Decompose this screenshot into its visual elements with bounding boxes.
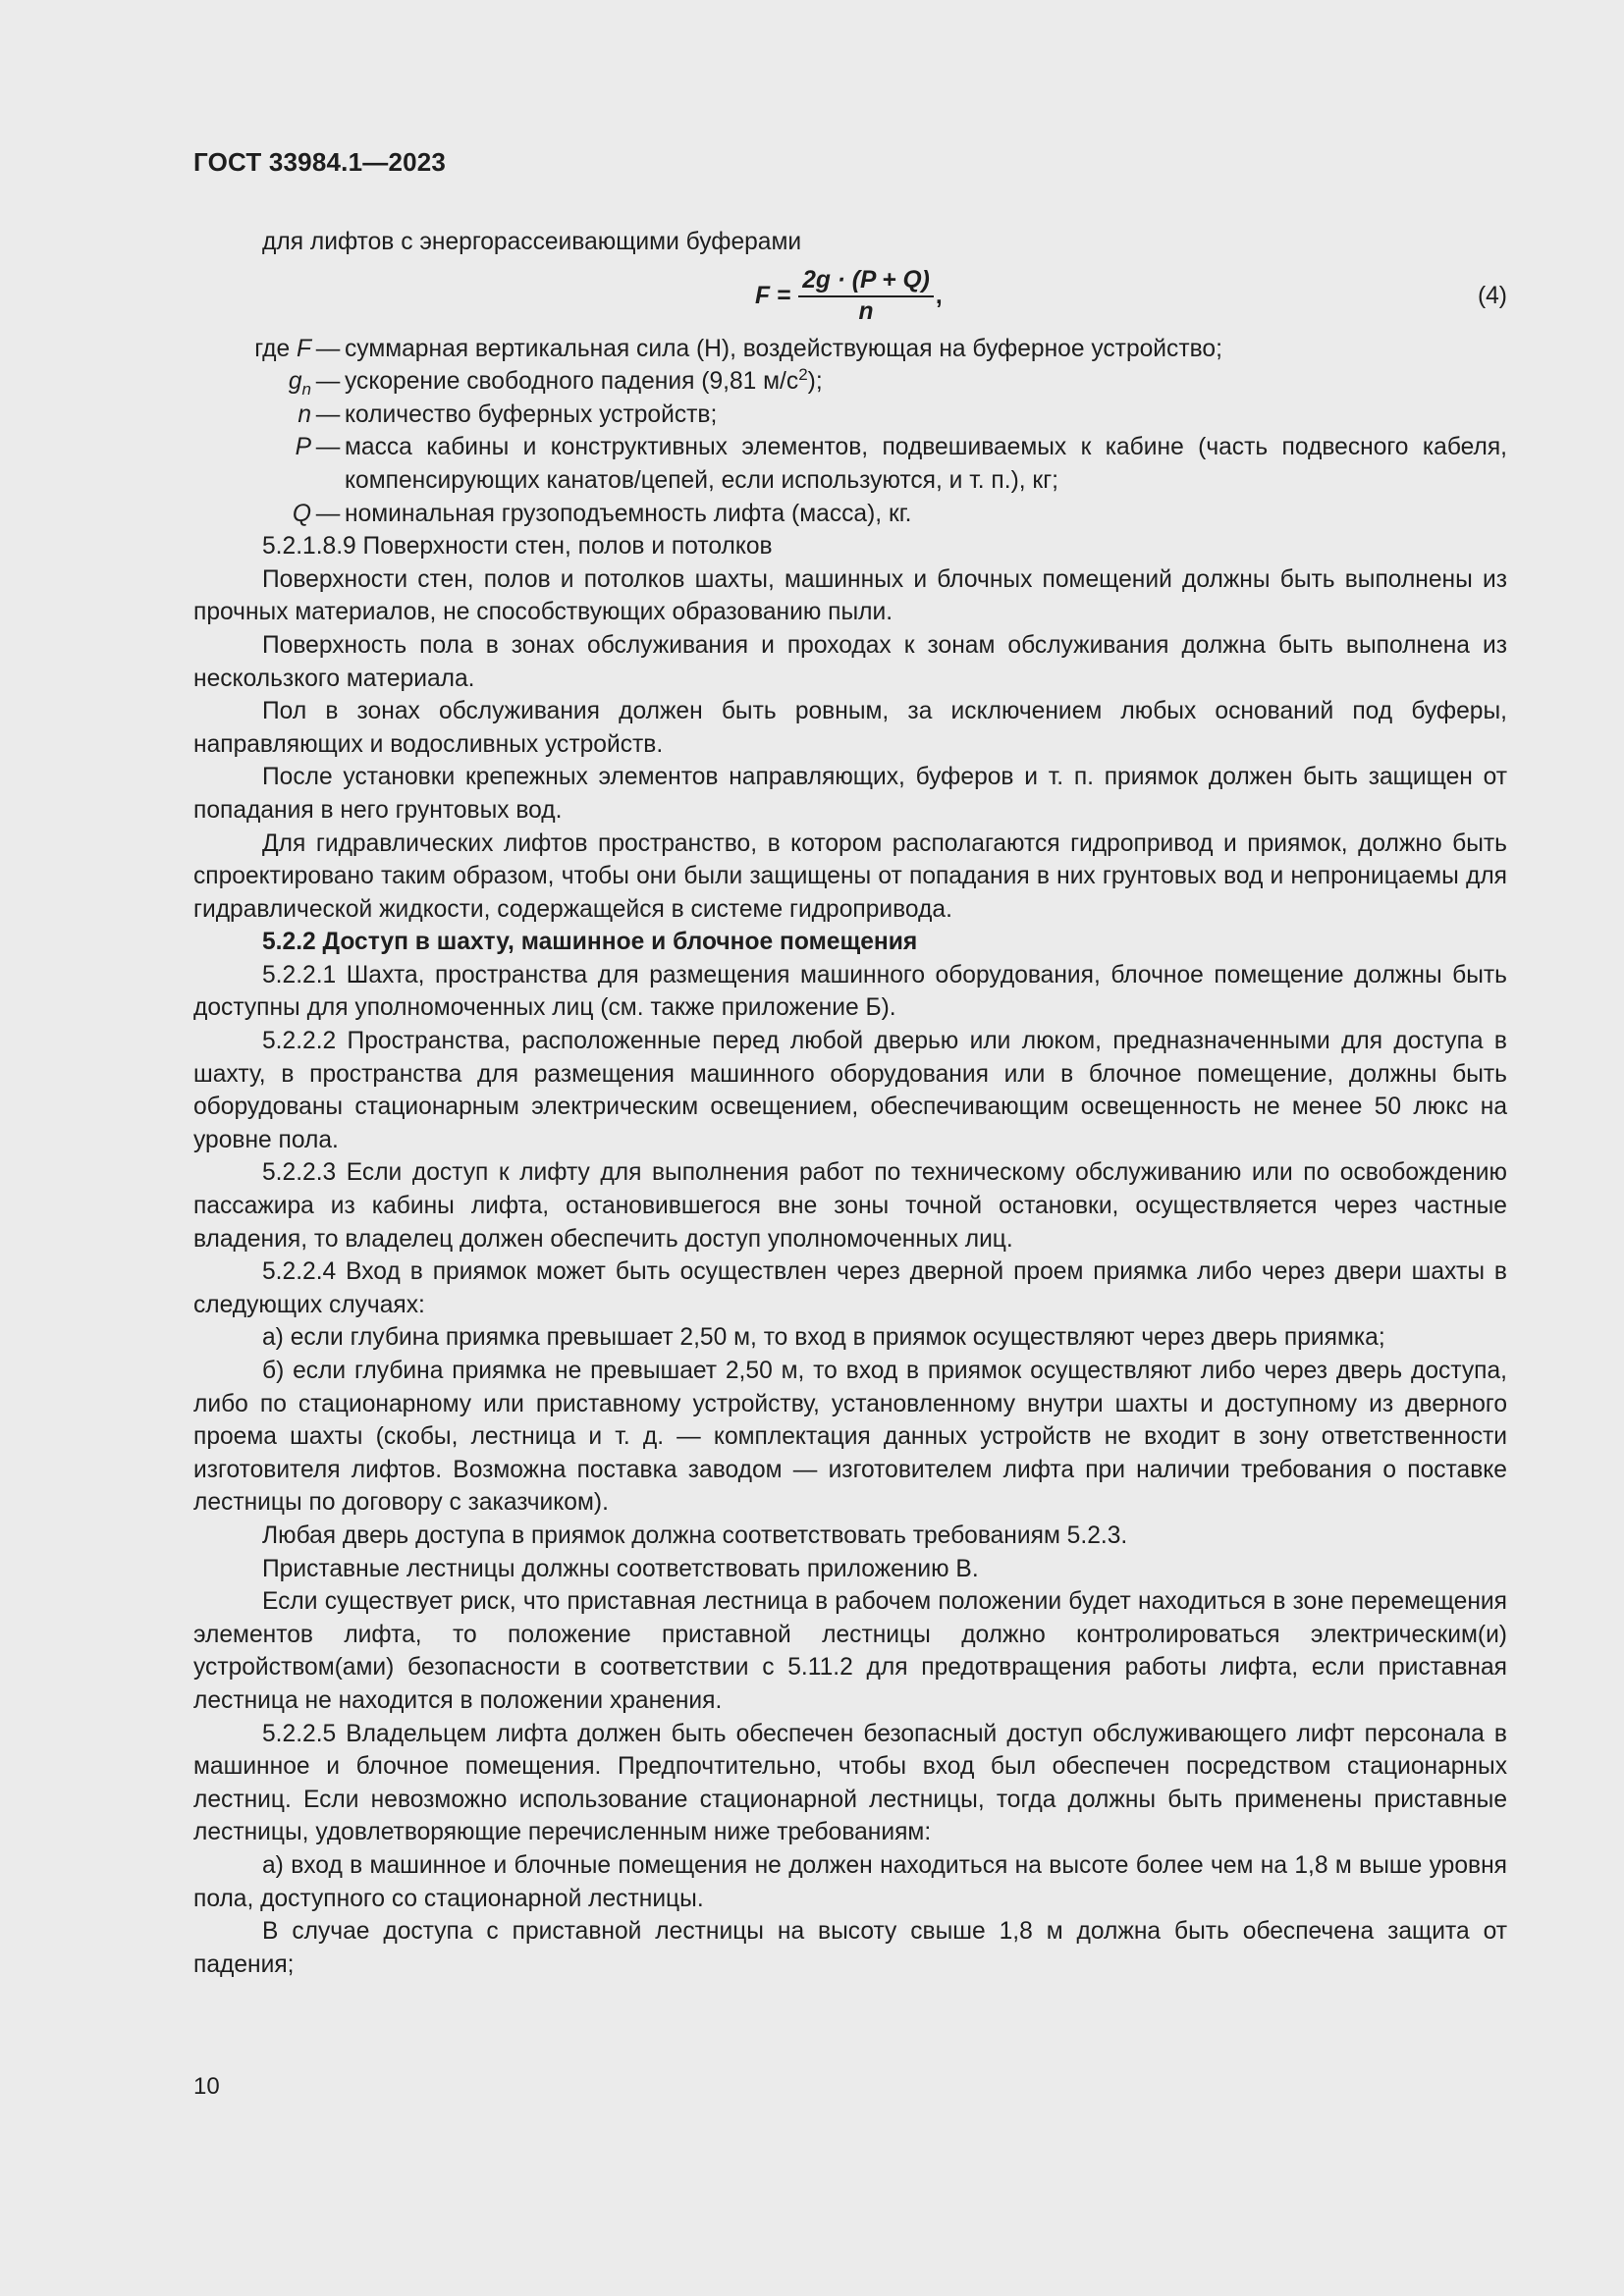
definition-row xyxy=(193,365,1507,399)
page-number: 10 xyxy=(193,2073,220,2100)
formula-comma: , xyxy=(935,282,943,309)
document-header: ГОСТ 33984.1—2023 xyxy=(193,147,447,177)
definition-symbol: n xyxy=(298,400,311,428)
definition-symbol: Q xyxy=(292,500,311,527)
paragraph: Поверхность пола в зонах обслуживания и проходах к зонам обслуживания должна быть выполнена из нескользкого материала. xyxy=(193,631,1507,692)
definition-subscript: n xyxy=(301,380,311,400)
definition-text: ускорение свободного падения (9,81 м/с xyxy=(345,368,799,396)
formula-4 xyxy=(193,260,1507,333)
paragraph: Приставные лестницы должны соответствовать приложению В. xyxy=(262,1555,979,1582)
paragraph: 5.2.2.5 Владельцем лифта должен быть обеспечен безопасный доступ обслуживающего лифт персонала в машинное и блочное помещения. Предпочтительно, чтобы вход был обеспечен посредством стационарных лестниц. Если невозможно использование стационарной лестницы, тогда должны быть применены приставные лестницы, удовлетворяющие перечисленным ниже требованиям: xyxy=(193,1720,1507,1846)
list-item: б) если глубина приямка не превышает 2,50 м, то вход в приямок осуществляют либо через дверь доступа, либо по стационарному или приставному устройству, установленному внутри шахты и доступному из дверного проема шахты (скобы, лестница и т. д. — комплектация данных устройств не входит в зону ответственности изготовителя лифтов. Возможна поставка заводом — изготовителем лифта при наличии требования о поставке лестницы по договору с заказчиком). xyxy=(193,1358,1507,1517)
definition-dash: — xyxy=(315,368,341,396)
definition-row xyxy=(193,333,1507,366)
list-item: а) если глубина приямка превышает 2,50 м, то вход в приямок осуществляют через дверь приямка; xyxy=(262,1324,1385,1352)
definition-dash: — xyxy=(315,500,341,527)
definition-symbol: g xyxy=(288,368,302,396)
definition-text: номинальная грузоподъемность лифта (масса), кг. xyxy=(345,500,912,527)
paragraph: Для гидравлических лифтов пространство, в котором располагаются гидропривод и приямок, должно быть спроектировано таким образом, чтобы они были защищены от попадания в них грунтовых вод и непроницаемы для гидравлической жидкости, содержащейся в системе гидропривода. xyxy=(193,829,1507,923)
definition-symbol: P xyxy=(295,434,311,461)
formula-expression xyxy=(755,266,943,327)
paragraph: 5.2.2.4 Вход в приямок может быть осуществлен через дверной проем приямка либо через двери шахты в следующих случаях: xyxy=(193,1258,1507,1318)
definition-dash: — xyxy=(315,335,341,362)
paragraph: 5.2.2.2 Пространства, расположенные перед любой дверью или люком, предназначенными для доступа в шахту, в пространства для размещения машинного оборудования или в блочное помещение, должны быть оборудованы стационарным электрическим освещением, обеспечивающим освещенность не менее 50 люкс на уровне пола. xyxy=(193,1028,1507,1153)
paragraph: 5.2.2.1 Шахта, пространства для размещения машинного оборудования, блочное помещение должны быть доступны для уполномоченных лиц (см. также приложение Б). xyxy=(193,961,1507,1022)
definition-prefix: где xyxy=(254,335,297,362)
paragraph: 5.2.2.3 Если доступ к лифту для выполнения работ по техническому обслуживанию или по освобождению пассажира из кабины лифта, остановившегося вне зоны точной остановки, осуществляется через частные владения, то владелец должен обеспечить доступ уполномоченных лиц. xyxy=(193,1159,1507,1253)
paragraph: Поверхности стен, полов и потолков шахты, машинных и блочных помещений должны быть выполнены из прочных материалов, не способствующих образованию пыли. xyxy=(193,565,1507,626)
definition-text: масса кабины и конструктивных элементов, подвешиваемых к кабине (часть подвесного кабеля, компенсирующих канатов/цепей, если используются, и т. п.), кг; xyxy=(345,434,1507,494)
formula-numerator: 2g · (P + Q) xyxy=(798,266,934,297)
definition-text: количество буферных устройств; xyxy=(345,400,718,428)
definition-row xyxy=(193,399,1507,432)
formula-denominator: n xyxy=(858,297,874,325)
definition-text-end: ); xyxy=(807,368,823,396)
definition-text: суммарная вертикальная сила (Н), воздействующая на буферное устройство; xyxy=(345,335,1222,362)
definition-dash: — xyxy=(315,400,341,428)
variable-definitions xyxy=(193,333,1507,531)
list-item: а) вход в машинное и блочные помещения не должен находиться на высоте более чем на 1,8 м выше уровня пола, доступного со стационарной лестницы. xyxy=(193,1851,1507,1912)
definition-row xyxy=(193,498,1507,531)
definition-symbol: F xyxy=(296,335,311,362)
formula-number: (4) xyxy=(1477,282,1507,309)
page-body xyxy=(193,226,1507,1981)
paragraph: Любая дверь доступа в приямок должна соответствовать требованиям 5.2.3. xyxy=(262,1522,1128,1549)
section-heading: 5.2.1.8.9 Поверхности стен, полов и потолков xyxy=(262,533,773,561)
definition-dash: — xyxy=(315,434,341,461)
formula-lhs: F = xyxy=(755,282,791,309)
paragraph: Если существует риск, что приставная лестница в рабочем положении будет находиться в зоне перемещения элементов лифта, то положение приставной лестницы должно контролироваться электрическим(и) устройством(ами) безопасности в соответствии с 5.11.2 для предотвращения работы лифта, если приставная лестница не находится в положении хранения. xyxy=(193,1588,1507,1714)
section-heading-bold: 5.2.2 Доступ в шахту, машинное и блочное помещения xyxy=(262,929,918,956)
definition-superscript: 2 xyxy=(798,365,808,384)
paragraph: Пол в зонах обслуживания должен быть ровным, за исключением любых оснований под буферы, направляющих и водосливных устройств. xyxy=(193,698,1507,758)
paragraph: В случае доступа с приставной лестницы на высоту свыше 1,8 м должна быть обеспечена защита от падения; xyxy=(193,1918,1507,1978)
formula-fraction xyxy=(798,266,934,327)
paragraph: После установки крепежных элементов направляющих, буферов и т. п. приямок должен быть защищен от попадания в него грунтовых вод. xyxy=(193,764,1507,824)
definition-row xyxy=(193,431,1507,497)
intro-text: для лифтов с энергорассеивающими буферами xyxy=(262,229,802,255)
